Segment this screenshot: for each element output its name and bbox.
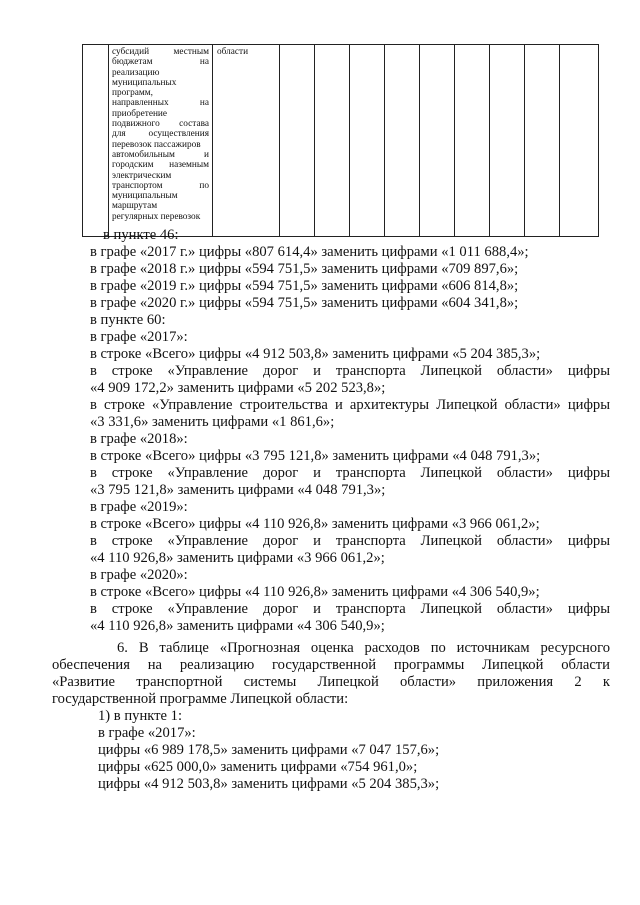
text-line: в графе «2017»:: [98, 725, 196, 741]
text-line: в строке «Управление строительства и архитектуры Липецкой области» цифры: [90, 397, 610, 413]
text-line: 6. В таблице «Прогнозная оценка расходов по источникам ресурсного: [117, 640, 610, 656]
text-line: обеспечения на реализацию государственной программы Липецкой области: [52, 657, 610, 673]
table-description-line: городским наземным: [112, 160, 209, 171]
text-line: цифры «625 000,0» заменить цифрами «754 961,0»;: [98, 759, 418, 775]
text-line: в строке «Всего» цифры «4 110 926,8» заменить цифрами «3 966 061,2»;: [90, 516, 540, 532]
text-line: «3 331,6» заменить цифрами «1 861,6»;: [90, 414, 335, 430]
text-line: 1) в пункте 1:: [98, 708, 183, 724]
table-row: [83, 45, 599, 237]
text-line: в пункте 60:: [90, 312, 166, 328]
table-cell: [455, 45, 490, 237]
text-line: цифры «4 912 503,8» заменить цифрами «5 204 385,3»;: [98, 776, 440, 792]
text-line: в графе «2017»:: [90, 329, 188, 345]
table-cell: [280, 45, 315, 237]
text-line: в графе «2020 г.» цифры «594 751,5» заменить цифрами «604 341,8»;: [90, 295, 519, 311]
text-line: «Развитие транспортной системы Липецкой области» приложения 2 к: [52, 674, 610, 690]
text-line: в графе «2018 г.» цифры «594 751,5» заменить цифрами «709 897,6»;: [90, 261, 519, 277]
table-description-line: муниципальных: [112, 77, 177, 88]
text-line: в строке «Всего» цифры «3 795 121,8» заменить цифрами «4 048 791,3»;: [90, 448, 541, 464]
text-line: в строке «Управление дорог и транспорта Липецкой области» цифры: [90, 601, 610, 617]
text-line: «4 110 926,8» заменить цифрами «3 966 061,2»;: [90, 550, 385, 566]
table-description-line: электрическим: [112, 170, 172, 181]
text-line: в строке «Всего» цифры «4 110 926,8» заменить цифрами «4 306 540,9»;: [90, 584, 540, 600]
table-cell: [490, 45, 525, 237]
table-description-line: приобретение: [112, 108, 168, 119]
table-description-line: для осуществления: [112, 129, 209, 140]
text-line: в графе «2019»:: [90, 499, 188, 515]
table-description-line: регулярных перевозок: [112, 211, 201, 222]
text-line: государственной программе Липецкой области:: [52, 691, 349, 707]
table-cell-executor: области: [213, 45, 280, 237]
table-description-line: транспортом по: [112, 180, 209, 191]
text-line: в графе «2020»:: [90, 567, 188, 583]
table-cell: [525, 45, 560, 237]
table-cell-number: [83, 45, 109, 237]
text-line: «3 795 121,8» заменить цифрами «4 048 791,3»;: [90, 482, 386, 498]
table-cell: [560, 45, 599, 237]
table-description-line: программ,: [112, 88, 153, 99]
text-line: в пункте 46:: [103, 227, 179, 243]
table-description-line: маршрутам: [112, 201, 158, 212]
table-description-line: перевозок пассажиров: [112, 139, 201, 150]
text-line: в графе «2018»:: [90, 431, 188, 447]
table-cell: [385, 45, 420, 237]
table-cell-description: [109, 45, 213, 237]
text-line: цифры «6 989 178,5» заменить цифрами «7 047 157,6»;: [98, 742, 440, 758]
table-cell: [315, 45, 350, 237]
program-table-fragment: [82, 44, 599, 237]
table-description-line: бюджетам на: [112, 57, 209, 68]
text-line: в строке «Всего» цифры «4 912 503,8» заменить цифрами «5 204 385,3»;: [90, 346, 541, 362]
table-description-line: субсидий местным: [112, 47, 209, 57]
text-line: в графе «2017 г.» цифры «807 614,4» заменить цифрами «1 011 688,4»;: [90, 244, 529, 260]
table-cell: [420, 45, 455, 237]
table-description-line: направленных на: [112, 98, 209, 109]
table-description-line: автомобильным и: [112, 149, 209, 160]
text-line: в графе «2019 г.» цифры «594 751,5» заменить цифрами «606 814,8»;: [90, 278, 519, 294]
text-line: в строке «Управление дорог и транспорта Липецкой области» цифры: [90, 363, 610, 379]
table-description-line: реализацию: [112, 67, 160, 78]
text-line: «4 110 926,8» заменить цифрами «4 306 540,9»;: [90, 618, 385, 634]
text-line: в строке «Управление дорог и транспорта Липецкой области» цифры: [90, 465, 610, 481]
table-cell: [350, 45, 385, 237]
table-description-line: подвижного состава: [112, 119, 209, 130]
text-line: в строке «Управление дорог и транспорта Липецкой области» цифры: [90, 533, 610, 549]
text-line: «4 909 172,2» заменить цифрами «5 202 523,8»;: [90, 380, 386, 396]
table-description-line: муниципальным: [112, 191, 178, 202]
